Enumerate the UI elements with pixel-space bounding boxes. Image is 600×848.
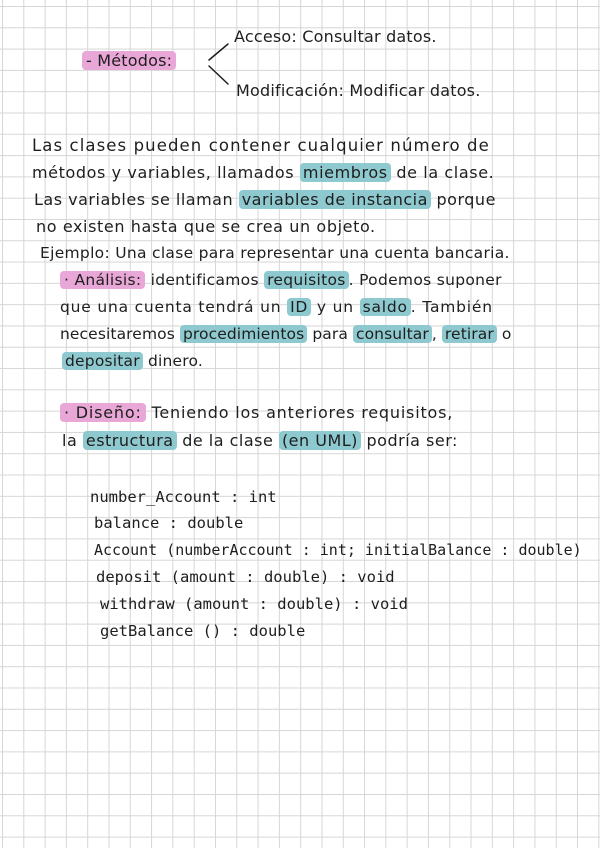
metodos-label: - Métodos: — [82, 51, 176, 70]
uml-method-constructor: Account (numberAccount : int; initialBalance : double) — [94, 541, 582, 559]
highlight-retirar: retirar — [442, 325, 497, 343]
metodos-label-line — [82, 51, 176, 71]
diseno-text: de la clase — [176, 431, 279, 450]
highlight-uml: (en UML) — [279, 431, 361, 450]
diseno-line-2 — [62, 431, 458, 451]
analisis-text: necesitaremos — [60, 325, 180, 343]
analisis-label: · Análisis: — [60, 271, 145, 289]
uml-method-deposit: deposit (amount : double) : void — [96, 568, 395, 586]
modificacion-line: Modificación: Modificar datos. — [236, 81, 481, 100]
intro-text: porque — [430, 190, 496, 209]
analisis-line-1 — [60, 270, 502, 290]
diseno-line-1 — [60, 403, 453, 423]
analisis-line-3 — [60, 324, 511, 344]
analisis-text: para — [307, 325, 353, 343]
acceso-line: Acceso: Consultar datos. — [234, 27, 437, 46]
highlight-consultar: consultar — [353, 325, 432, 343]
diseno-text: la — [62, 431, 83, 450]
intro-line-1: Las clases pueden contener cualquier número de — [32, 136, 490, 155]
uml-method-withdraw: withdraw (amount : double) : void — [100, 595, 408, 613]
highlight-procedimientos: procedimientos — [180, 325, 307, 343]
analisis-text: . También — [410, 298, 493, 316]
intro-line-4: no existen hasta que se crea un objeto. — [36, 217, 376, 236]
diseno-text: podría ser: — [360, 431, 458, 450]
diseno-label: · Diseño: — [60, 403, 146, 422]
ejemplo-line: Ejemplo: Una clase para representar una cuenta bancaria. — [40, 244, 510, 262]
highlight-depositar: depositar — [62, 352, 143, 370]
intro-text: de la clase. — [390, 163, 495, 182]
intro-text: Las variables se llaman — [34, 190, 239, 209]
analisis-text: o — [496, 325, 512, 343]
uml-method-getbalance: getBalance () : double — [100, 622, 306, 640]
highlight-variables-instancia: variables de instancia — [239, 190, 431, 209]
intro-text: métodos y variables, llamados — [32, 163, 300, 182]
analisis-line-4 — [62, 351, 203, 371]
highlight-saldo: saldo — [360, 298, 411, 316]
highlight-id: ID — [287, 298, 311, 316]
highlight-requisitos: requisitos — [264, 271, 349, 289]
highlight-estructura: estructura — [83, 431, 177, 450]
uml-field-number-account: number_Account : int — [90, 488, 277, 506]
intro-line-2 — [32, 163, 494, 183]
analisis-text: y un — [311, 298, 360, 316]
analisis-text: dinero. — [142, 352, 204, 370]
intro-line-3 — [34, 190, 496, 210]
analisis-line-2 — [60, 297, 493, 317]
analisis-text: identificamos — [145, 271, 265, 289]
analisis-text: que una cuenta tendrá un — [60, 298, 288, 316]
analisis-text: . Podemos suponer — [348, 271, 502, 289]
highlight-miembros: miembros — [300, 163, 391, 182]
uml-field-balance: balance : double — [94, 514, 244, 532]
analisis-text: , — [431, 325, 442, 343]
diseno-text: Teniendo los anteriores requisitos, — [145, 403, 454, 422]
